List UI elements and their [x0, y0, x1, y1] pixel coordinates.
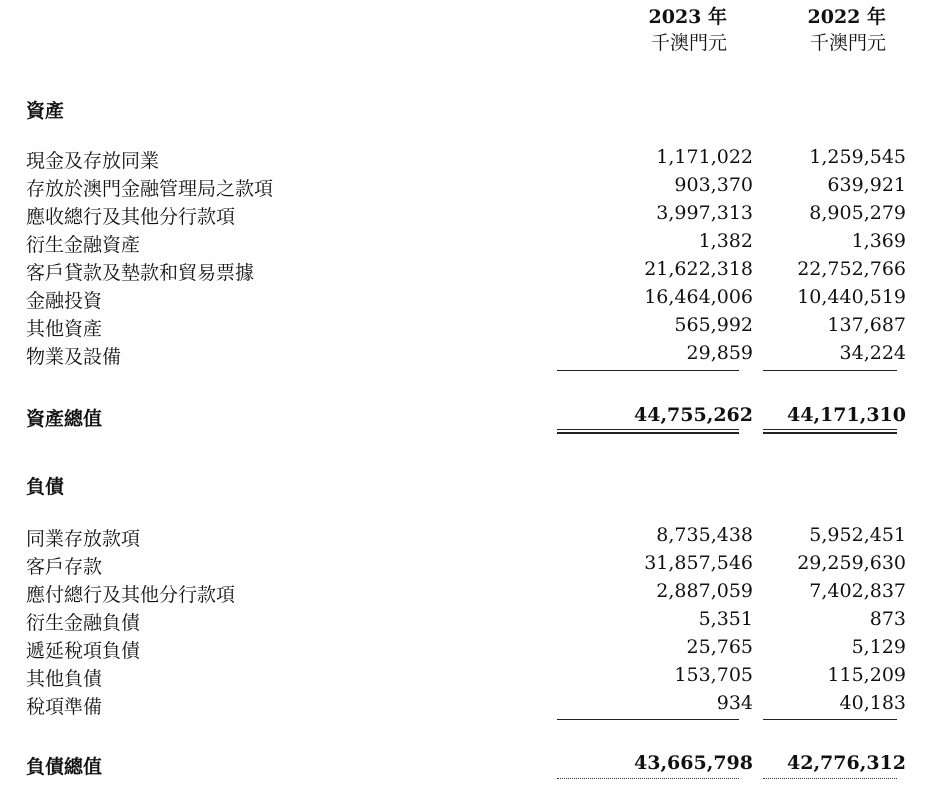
total-2023: 44,755,262	[634, 404, 753, 426]
column-header-2022	[760, 4, 886, 56]
value-2022: 1,259,545	[809, 146, 906, 168]
value-2023: 29,859	[686, 342, 753, 364]
value-2023: 934	[716, 692, 753, 714]
value-2022: 29,259,630	[797, 552, 906, 574]
value-2022: 10,440,519	[797, 286, 906, 308]
total-dotted-rule-2023	[557, 778, 739, 779]
row-label: 稅項準備	[26, 696, 103, 718]
value-2023: 16,464,006	[644, 286, 753, 308]
value-2022: 873	[869, 608, 906, 630]
total-double-rule-2022	[763, 429, 897, 434]
value-2022: 137,687	[827, 314, 906, 336]
value-2023: 3,997,313	[656, 202, 753, 224]
value-2022: 40,183	[839, 692, 906, 714]
assets-total-row	[26, 404, 906, 432]
table-row	[26, 608, 906, 636]
value-2022: 5,129	[851, 636, 906, 658]
total-double-rule-2023	[557, 429, 739, 434]
row-label: 現金及存放同業	[26, 150, 160, 172]
unit-2023: 千澳門元	[650, 32, 727, 54]
value-2023: 31,857,546	[644, 552, 753, 574]
table-row	[26, 636, 906, 664]
value-2023: 1,382	[698, 230, 753, 252]
row-label: 客戶貸款及墊款和貿易票據	[26, 262, 255, 284]
row-label: 客戶存款	[26, 556, 103, 578]
value-2023: 5,351	[698, 608, 753, 630]
total-dotted-rule-2022	[763, 778, 897, 779]
total-2022: 42,776,312	[787, 752, 906, 774]
value-2022: 5,952,451	[809, 524, 906, 546]
value-2022: 22,752,766	[797, 258, 906, 280]
year-2023: 2023 年	[648, 6, 727, 28]
value-2022: 115,209	[827, 664, 906, 686]
value-2022: 7,402,837	[809, 580, 906, 602]
value-2023: 903,370	[674, 174, 753, 196]
value-2023: 25,765	[686, 636, 753, 658]
liabilities-section-title: 負債	[26, 476, 65, 498]
table-row	[26, 692, 906, 720]
row-label: 衍生金融負債	[26, 612, 141, 634]
subtotal-rule-2022	[763, 370, 897, 371]
row-label: 衍生金融資產	[26, 234, 141, 256]
table-row	[26, 314, 906, 342]
table-row	[26, 342, 906, 370]
row-label: 同業存放款項	[26, 528, 141, 550]
row-label: 金融投資	[26, 290, 103, 312]
total-2022: 44,171,310	[787, 404, 906, 426]
row-label: 物業及設備	[26, 346, 122, 368]
row-label: 其他資產	[26, 318, 103, 340]
value-2023: 2,887,059	[656, 580, 753, 602]
value-2023: 153,705	[674, 664, 753, 686]
unit-2022: 千澳門元	[809, 32, 886, 54]
subtotal-rule-2023	[557, 719, 739, 720]
total-2023: 43,665,798	[634, 752, 753, 774]
row-label: 存放於澳門金融管理局之款項	[26, 178, 274, 200]
value-2023: 565,992	[674, 314, 753, 336]
row-label: 遞延稅項負債	[26, 640, 141, 662]
row-label: 應收總行及其他分行款項	[26, 206, 236, 228]
row-label: 其他負債	[26, 668, 103, 690]
value-2022: 8,905,279	[809, 202, 906, 224]
table-row	[26, 258, 906, 286]
row-label: 應付總行及其他分行款項	[26, 584, 236, 606]
table-row	[26, 664, 906, 692]
table-row	[26, 230, 906, 258]
table-row	[26, 580, 906, 608]
subtotal-rule-2022	[763, 719, 897, 720]
table-row	[26, 146, 906, 174]
value-2023: 21,622,318	[644, 258, 753, 280]
liabilities-total-row	[26, 752, 906, 780]
value-2022: 34,224	[839, 342, 906, 364]
table-row	[26, 524, 906, 552]
value-2022: 1,369	[851, 230, 906, 252]
total-label: 資產總值	[26, 408, 103, 430]
table-row	[26, 174, 906, 202]
year-2022: 2022 年	[807, 6, 886, 28]
column-header-2023	[600, 4, 727, 56]
table-row	[26, 202, 906, 230]
table-row	[26, 286, 906, 314]
assets-section-title: 資產	[26, 100, 65, 122]
subtotal-rule-2023	[557, 370, 739, 371]
value-2023: 8,735,438	[656, 524, 753, 546]
table-row	[26, 552, 906, 580]
total-label: 負債總值	[26, 756, 103, 778]
value-2023: 1,171,022	[656, 146, 753, 168]
value-2022: 639,921	[827, 174, 906, 196]
